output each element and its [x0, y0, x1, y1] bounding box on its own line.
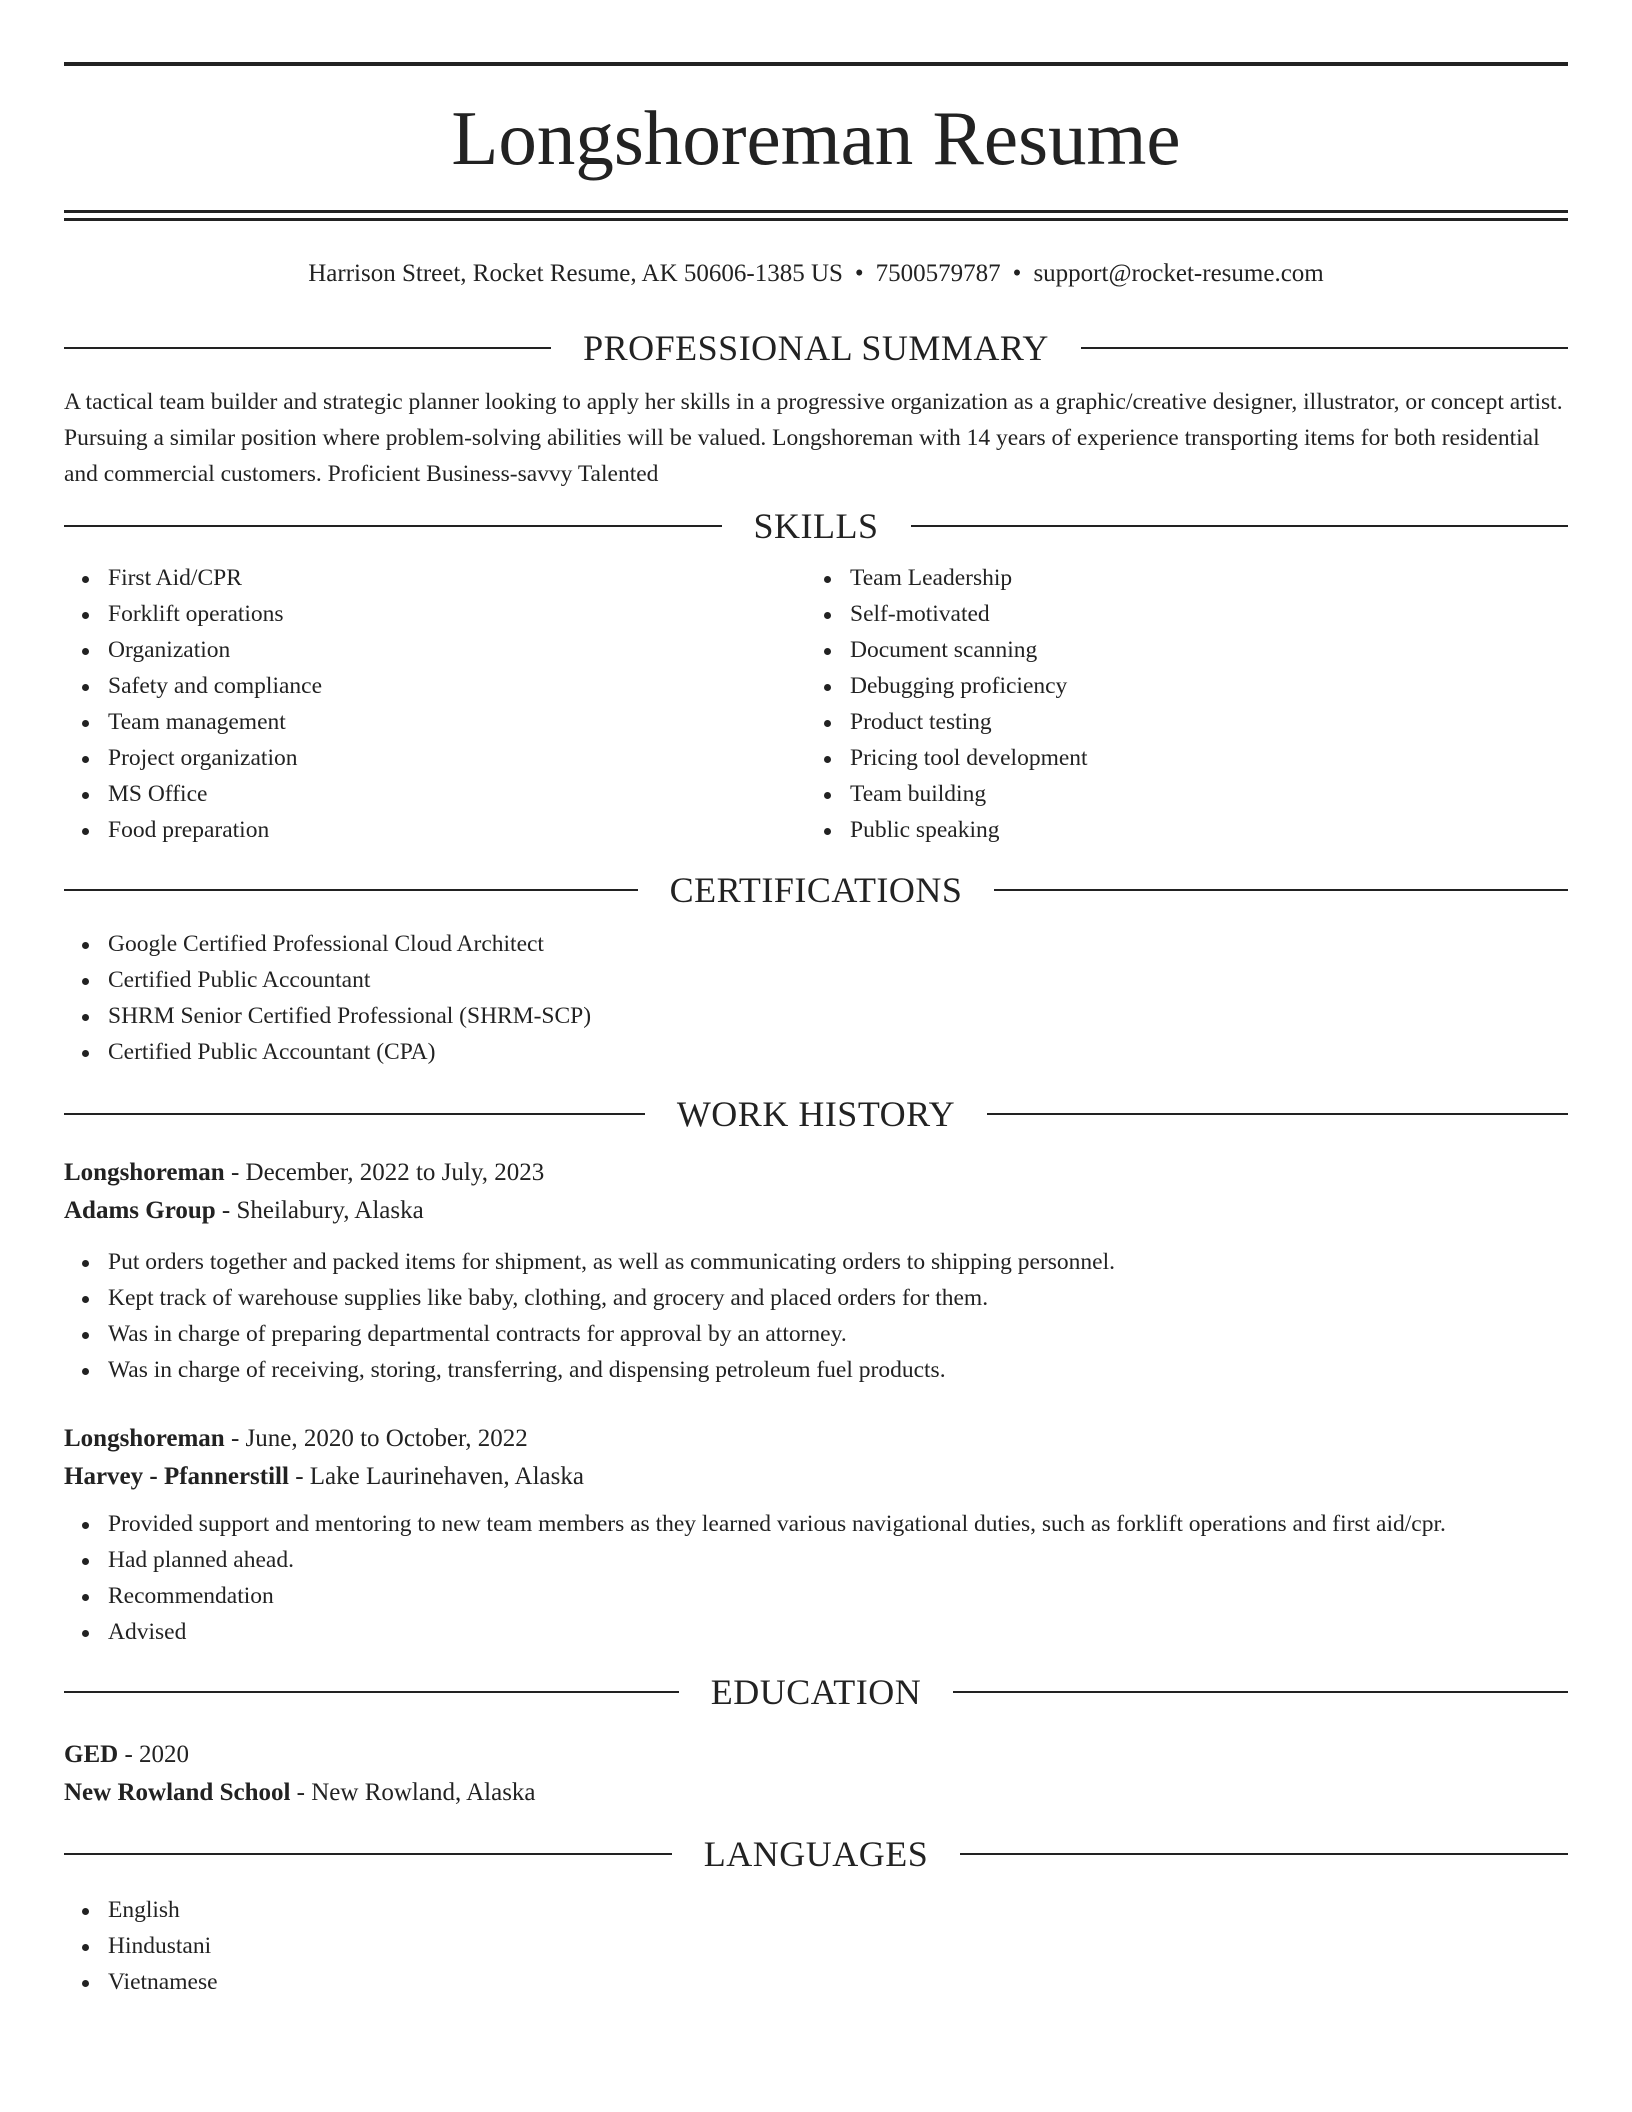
job-company-line: [64, 1192, 1568, 1230]
job-bullet: Recommendation: [64, 1578, 1568, 1614]
skill-item: First Aid/CPR: [64, 560, 806, 596]
job-company: Harvey - Pfannerstill: [64, 1463, 289, 1490]
certification-item: Google Certified Professional Cloud Architect: [64, 926, 1568, 962]
job-bullets: [64, 1244, 1568, 1388]
heading-rule: [960, 1853, 1568, 1855]
education-year: 2020: [139, 1741, 190, 1768]
skill-item: Public speaking: [806, 812, 1548, 848]
skill-item: Safety and compliance: [64, 668, 806, 704]
heading-rule: [64, 1113, 645, 1115]
skills-list-left: [64, 560, 806, 848]
skill-item: Team building: [806, 776, 1548, 812]
job-bullet: Advised: [64, 1614, 1568, 1650]
education-location: New Rowland, Alaska: [311, 1779, 536, 1806]
contact-address: Harrison Street, Rocket Resume, AK 50606-1385 US: [308, 260, 843, 287]
section-title: WORK HISTORY: [676, 1094, 956, 1134]
skills-column-left: [64, 560, 806, 848]
job-company: Adams Group: [64, 1197, 216, 1224]
contact-line: [64, 257, 1568, 291]
skill-item: Team Leadership: [806, 560, 1548, 596]
education-degree-line: [64, 1736, 1568, 1774]
job-bullet: Was in charge of preparing departmental contracts for approval by an attorney.: [64, 1316, 1568, 1352]
language-item: English: [64, 1892, 1568, 1928]
job-entry: [64, 1154, 1568, 1388]
section-title: LANGUAGES: [703, 1834, 929, 1874]
job-separator: -: [224, 1159, 246, 1186]
section-title: PROFESSIONAL SUMMARY: [583, 328, 1049, 368]
heading-rule: [987, 1113, 1568, 1115]
section-heading-certifications: [64, 868, 1568, 912]
resume-title: Longshoreman Resume: [451, 95, 1181, 181]
certification-item: Certified Public Accountant: [64, 962, 1568, 998]
job-location: Lake Laurinehaven, Alaska: [309, 1463, 584, 1490]
language-item: Vietnamese: [64, 1964, 1568, 2000]
skills-list-right: [806, 560, 1548, 848]
skill-item: Document scanning: [806, 632, 1548, 668]
certifications-list: [64, 926, 1568, 1070]
summary-text: A tactical team builder and strategic planner looking to apply her skills in a progressive organization as a graphic/creative designer, illustrator, or concept artist. Pursuing a similar position where problem-solving abilities will be valued. Longshoreman with 14 years of experience transporting items for both residential and commercial customers. Proficient Business-savvy Talented: [64, 389, 1563, 487]
heading-rule: [1081, 347, 1568, 349]
job-bullet: Was in charge of receiving, storing, transferring, and dispensing petroleum fuel products.: [64, 1352, 1568, 1388]
job-company-line: [64, 1458, 1568, 1496]
title-double-rule: [64, 210, 1568, 221]
skill-item: Team management: [64, 704, 806, 740]
job-entry: [64, 1420, 1568, 1650]
education-school: New Rowland School: [64, 1779, 291, 1806]
language-item: Hindustani: [64, 1928, 1568, 1964]
contact-phone[interactable]: 7500579787: [875, 260, 1001, 287]
skill-item: Debugging proficiency: [806, 668, 1548, 704]
job-location: Sheilabury, Alaska: [236, 1197, 424, 1224]
heading-rule: [64, 525, 722, 527]
skill-item: Self-motivated: [806, 596, 1548, 632]
contact-email[interactable]: support@rocket-resume.com: [1033, 260, 1324, 287]
job-title-line: [64, 1420, 1568, 1458]
section-heading-skills: [64, 504, 1568, 548]
heading-rule: [911, 525, 1569, 527]
heading-rule: [64, 889, 638, 891]
languages-list: [64, 1892, 1568, 2000]
job-title: Longshoreman: [64, 1425, 225, 1452]
education-entry: [64, 1736, 1568, 1812]
contact-separator: •: [1012, 260, 1022, 287]
resume-page: [64, 62, 1568, 2000]
contact-separator: •: [854, 260, 864, 287]
job-bullets: [64, 1506, 1568, 1650]
section-heading-summary: [64, 326, 1568, 370]
skill-item: Project organization: [64, 740, 806, 776]
job-dates: December, 2022 to July, 2023: [245, 1159, 545, 1186]
job-dates: June, 2020 to October, 2022: [245, 1425, 528, 1452]
section-heading-education: [64, 1670, 1568, 1714]
job-separator: -: [224, 1425, 246, 1452]
job-bullet: Put orders together and packed items for shipment, as well as communicating orders to shipping personnel.: [64, 1244, 1568, 1280]
job-bullet: Provided support and mentoring to new team members as they learned various navigational duties, such as forklift operations and first aid/cpr.: [64, 1506, 1568, 1542]
skill-item: Pricing tool development: [806, 740, 1548, 776]
job-separator: -: [215, 1197, 237, 1224]
education-degree: GED: [64, 1741, 119, 1768]
section-heading-work-history: [64, 1092, 1568, 1136]
skill-item: Organization: [64, 632, 806, 668]
section-title: EDUCATION: [710, 1672, 922, 1712]
job-bullet: Had planned ahead.: [64, 1542, 1568, 1578]
skills-grid: [64, 560, 1568, 848]
section-title: SKILLS: [753, 506, 879, 546]
heading-rule: [64, 1853, 672, 1855]
certification-item: Certified Public Accountant (CPA): [64, 1034, 1568, 1070]
job-bullet: Kept track of warehouse supplies like baby, clothing, and grocery and placed orders for them.: [64, 1280, 1568, 1316]
heading-rule: [64, 347, 551, 349]
job-title: Longshoreman: [64, 1159, 225, 1186]
skill-item: Food preparation: [64, 812, 806, 848]
section-title: CERTIFICATIONS: [669, 870, 963, 910]
section-heading-languages: [64, 1832, 1568, 1876]
certification-item: SHRM Senior Certified Professional (SHRM-SCP): [64, 998, 1568, 1034]
education-separator: -: [290, 1779, 312, 1806]
skill-item: MS Office: [64, 776, 806, 812]
heading-rule: [64, 1691, 679, 1693]
heading-rule: [994, 889, 1568, 891]
job-separator: -: [288, 1463, 310, 1490]
education-school-line: [64, 1774, 1568, 1812]
skills-column-right: [806, 560, 1548, 848]
heading-rule: [953, 1691, 1568, 1693]
skill-item: Forklift operations: [64, 596, 806, 632]
job-title-line: [64, 1154, 1568, 1192]
education-separator: -: [118, 1741, 140, 1768]
skill-item: Product testing: [806, 704, 1548, 740]
